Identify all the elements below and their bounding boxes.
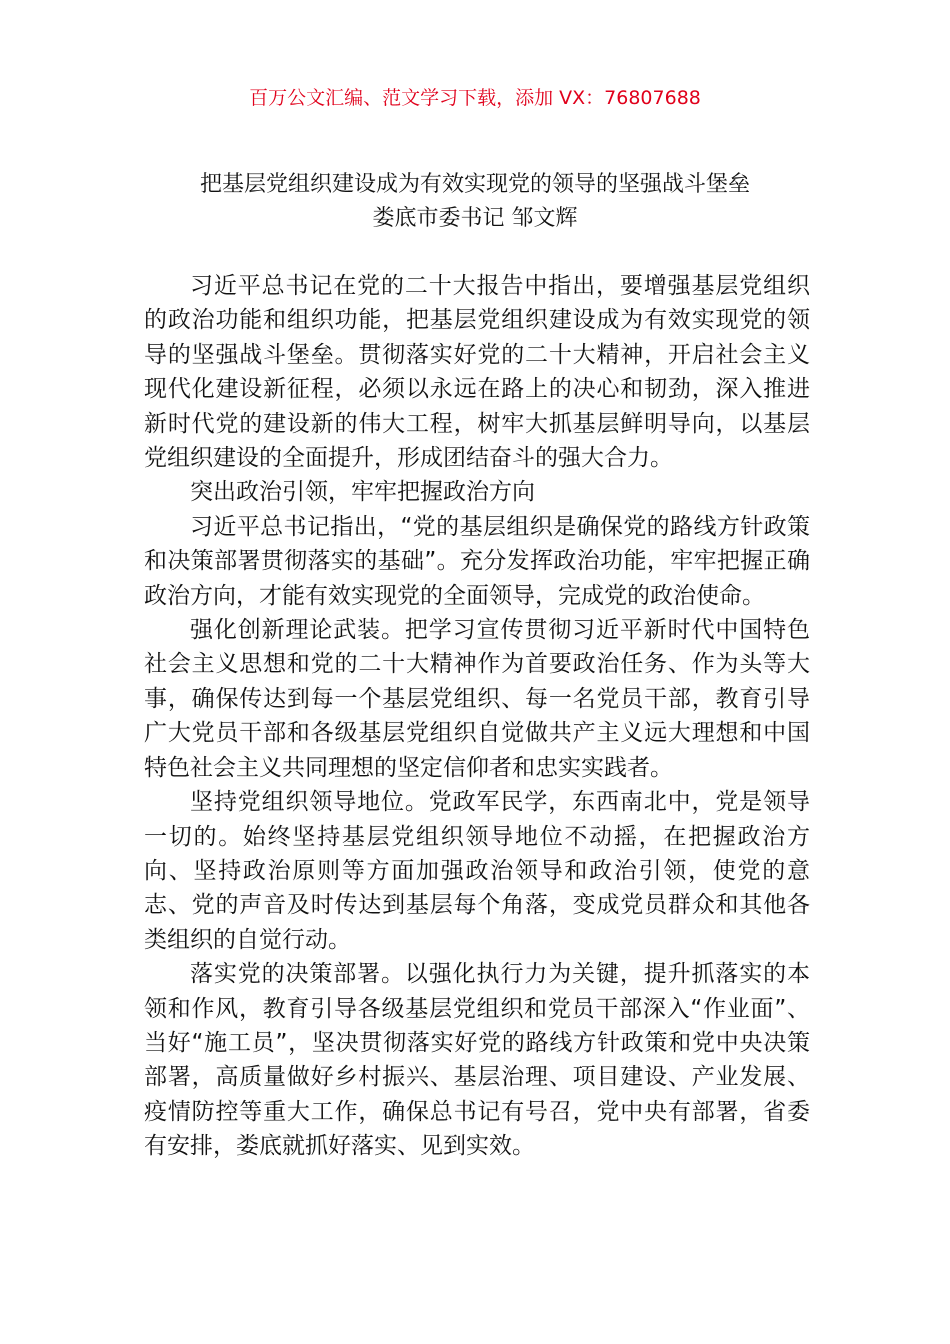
paragraph-leadership: 坚持党组织领导地位。党政军民学，东西南北中，党是领导一切的。始终坚持基层党组织领导地位不动摇，在把握政治方向、坚持政治原则等方面加强政治领导和政治引领，使党的意志、党的声音及时传达到基层每个角落，变成党员群众和其他各类组织的自觉行动。 — [144, 789, 810, 953]
header-note: 百万公文汇编、范文学习下载，添加 VX：76807688 — [249, 87, 701, 109]
paragraph-theory: 强化创新理论武装。把学习宣传贯彻习近平新时代中国特色社会主义思想和党的二十大精神作为首要政治任务、作为头等大事，确保传达到每一个基层党组织、每一名党员干部，教育引导广大党员干部和各级基层党组织自觉做共产主义远大理想和中国特色社会主义共同理想的坚定信仰者和忠实实践者。 — [144, 617, 810, 781]
paragraph-implementation: 落实党的决策部署。以强化执行力为关键，提升抓落实的本领和作风，教育引导各级基层党组织和党员干部深入“作业面”、当好“施工员”，坚决贯彻落实好党的路线方针政策和党中央决策部署，高质量做好乡村振兴、基层治理、项目建设、产业发展、疫情防控等重大工作，确保总书记有号召，党中央有部署，省委有安排，娄底就抓好落实、见到实效。 — [144, 961, 810, 1160]
document-body — [144, 269, 810, 1164]
section-heading: 突出政治引领，牢牢把握政治方向 — [190, 479, 535, 506]
document-title: 把基层党组织建设成为有效实现党的领导的坚强战斗堡垒 — [199, 172, 750, 197]
paragraph-intro: 习近平总书记在党的二十大报告中指出，要增强基层党组织的政治功能和组织功能，把基层党组织建设成为有效实现党的领导的坚强战斗堡垒。贯彻落实好党的二十大精神，开启社会主义现代化建设新征程，必须以永远在路上的决心和韧劲，深入推进新时代党的建设新的伟大工程，树牢大抓基层鲜明导向，以基层党组织建设的全面提升，形成团结奋斗的强大合力。 — [144, 273, 810, 472]
paragraph-quote: 习近平总书记指出，“党的基层组织是确保党的路线方针政策和决策部署贯彻落实的基础”。充分发挥政治功能，牢牢把握正确政治方向，才能有效实现党的全面领导，完成党的政治使命。 — [144, 513, 810, 609]
document-author: 娄底市委书记 邹文辉 — [372, 206, 578, 231]
